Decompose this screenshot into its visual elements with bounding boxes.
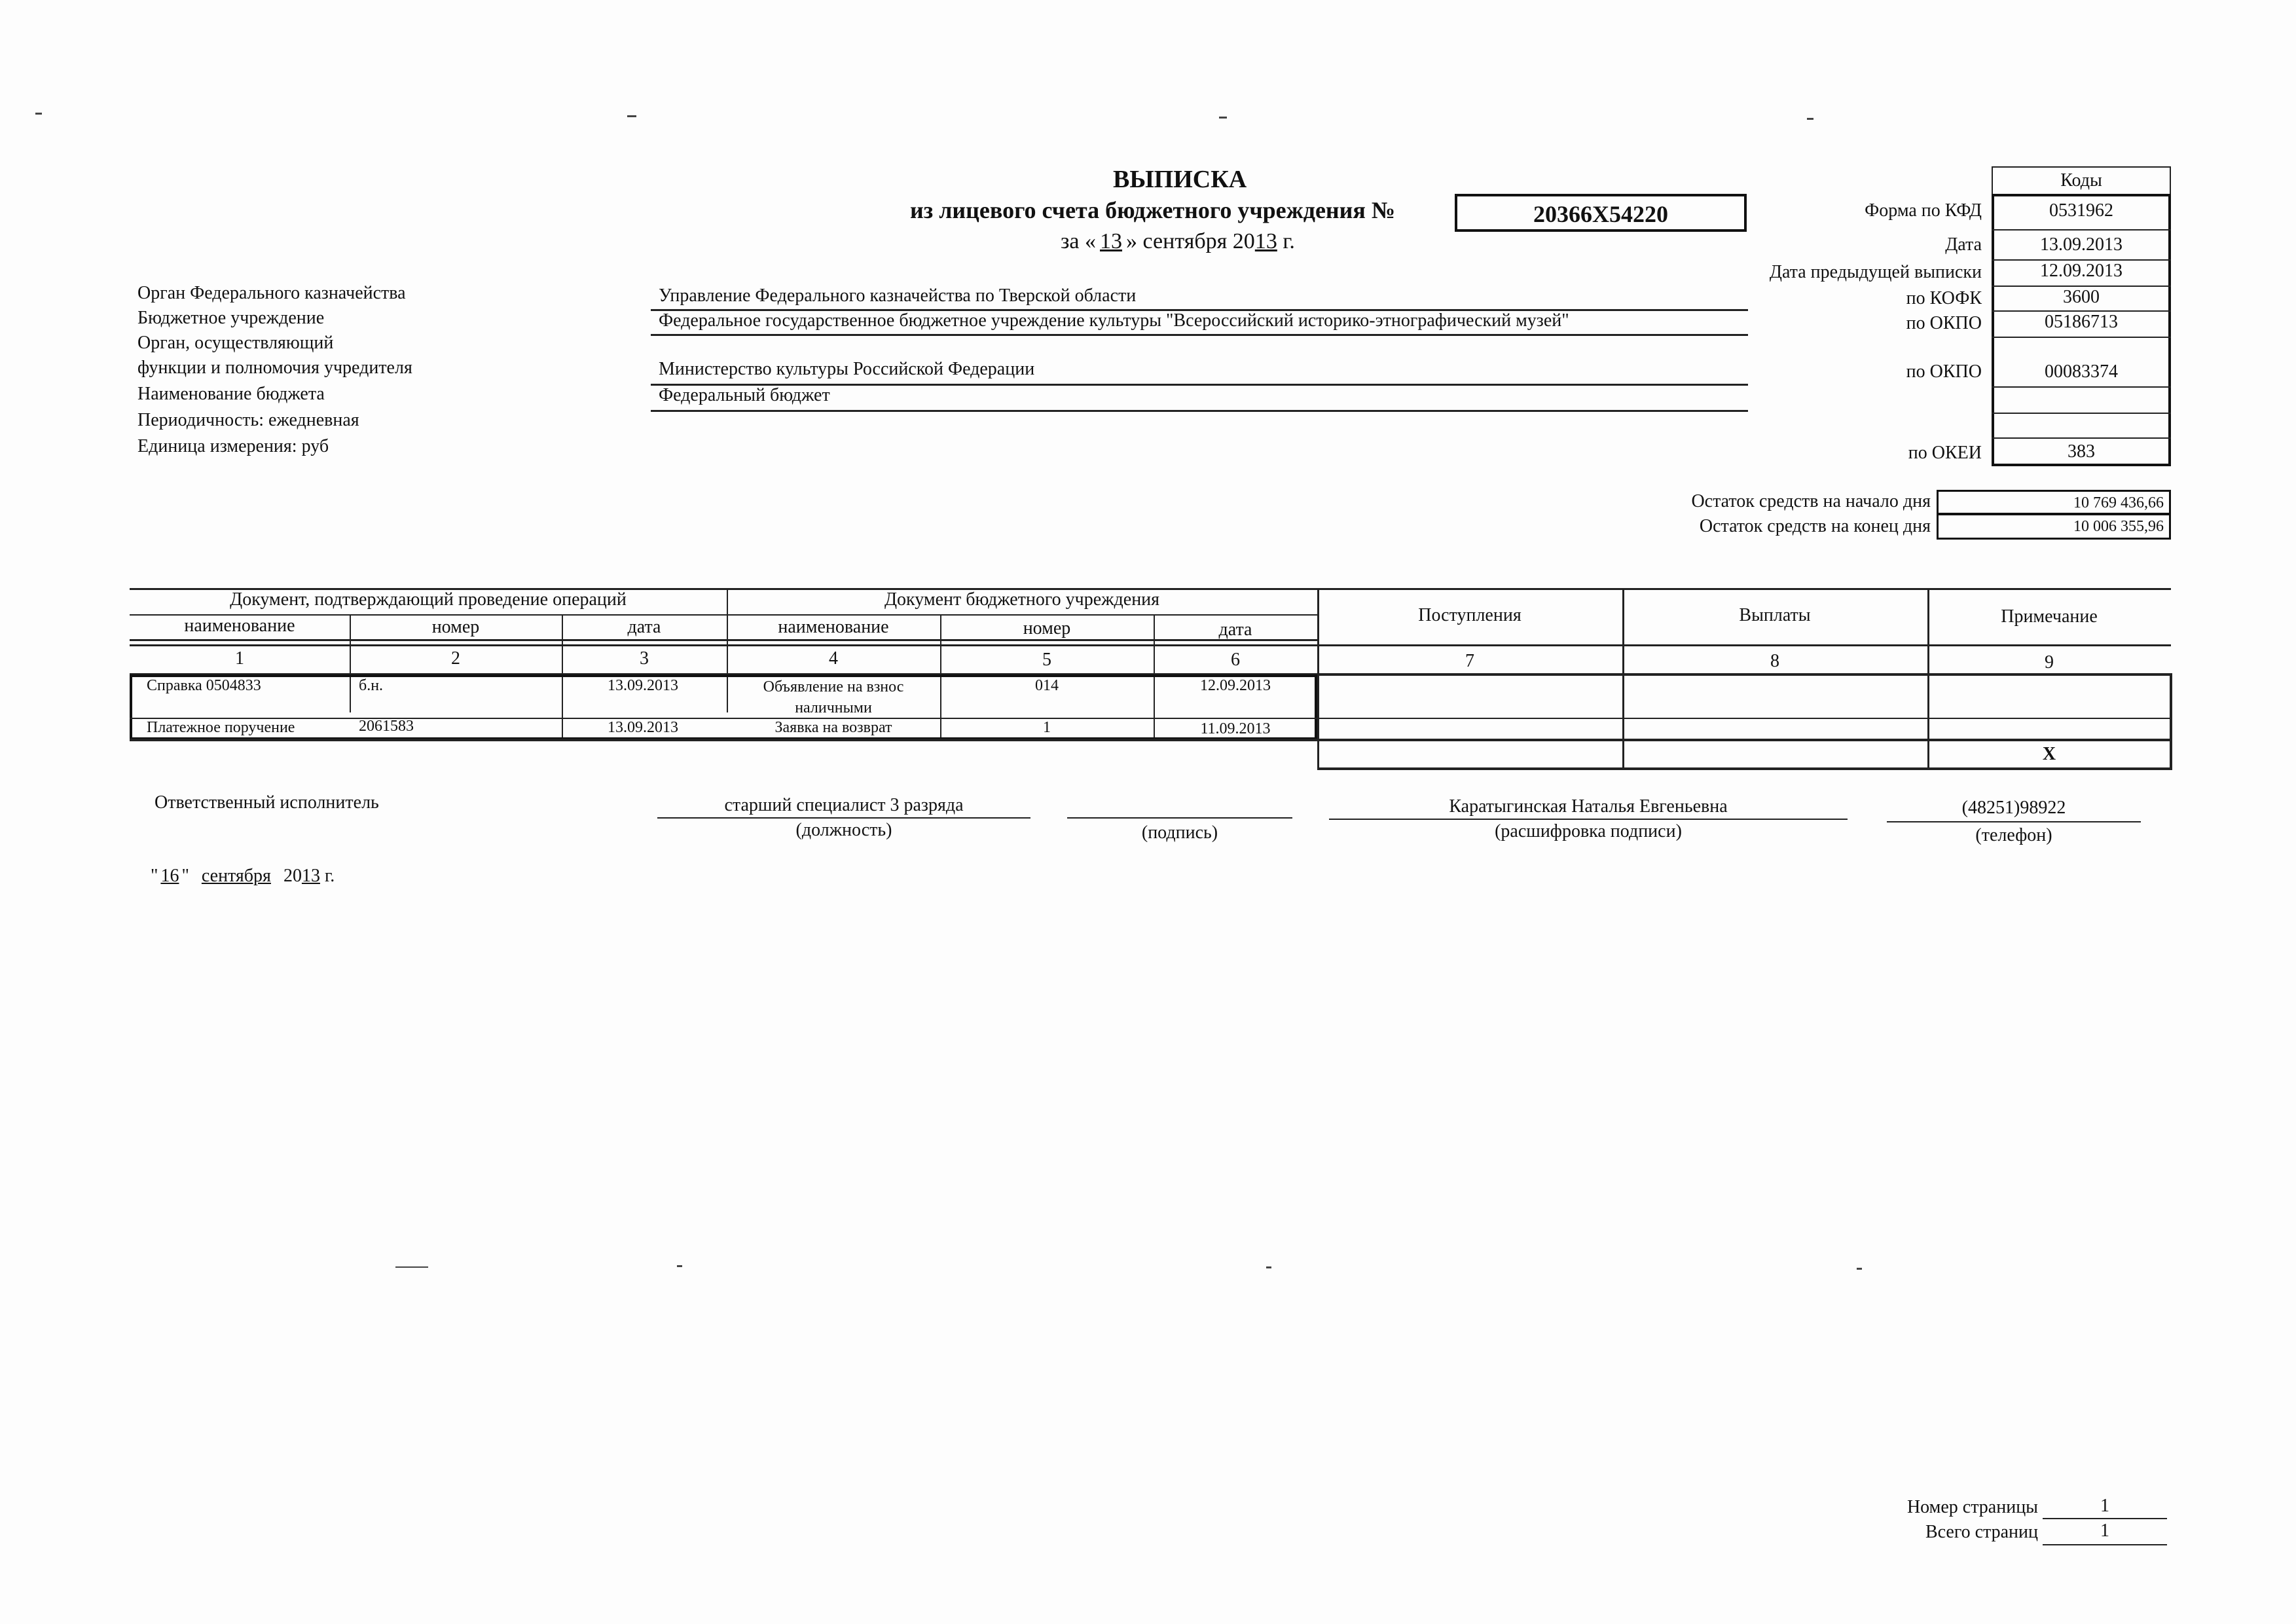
balance-start-box <box>1937 490 2171 515</box>
code-value-kofk: 3600 <box>2063 287 2100 307</box>
table-rule <box>130 644 2171 646</box>
code-divider <box>1992 337 2171 338</box>
code-label-okei: по ОКЕИ <box>1908 443 1982 463</box>
position-value: старший специалист 3 разряда <box>724 795 964 815</box>
code-value-okpo-1: 05186713 <box>2045 312 2118 332</box>
cell-inst-num: 014 <box>1035 677 1059 694</box>
code-value-form: 0531962 <box>2049 200 2113 221</box>
code-divider <box>1992 413 2171 414</box>
col-number: 5 <box>1042 650 1051 670</box>
info-value-budget: Федеральный бюджет <box>659 385 830 405</box>
col-number: 8 <box>1770 651 1779 671</box>
signed-date-suffix: г. <box>324 866 335 886</box>
info-underline <box>651 410 1748 412</box>
page-underline <box>2043 1544 2167 1545</box>
document-title: ВЫПИСКА <box>1113 166 1247 193</box>
cell-doc-num: б.н. <box>359 677 384 694</box>
codes-title: Коды <box>2060 170 2102 191</box>
signed-date <box>151 866 335 887</box>
phone-value: (48251)98922 <box>1961 798 2066 818</box>
col-header-inst-name: наименование <box>778 617 889 637</box>
cell-doc-date: 13.09.2013 <box>608 677 678 694</box>
code-divider <box>1992 437 2171 439</box>
info-label-treasury: Орган Федерального казначейства <box>137 283 406 303</box>
total-note: Х <box>2042 744 2056 764</box>
col-number: 2 <box>451 648 460 669</box>
signed-date-quote-close: " <box>181 866 189 886</box>
scan-speck <box>1266 1266 1271 1268</box>
phone-caption: (телефон) <box>1975 825 2052 845</box>
code-divider <box>1992 386 2171 388</box>
group-header-institution: Документ бюджетного учреждения <box>884 589 1160 610</box>
responsible-label: Ответственный исполнитель <box>155 792 379 813</box>
period-prefix: за « <box>1061 229 1097 253</box>
col-header-inst-date: дата <box>1218 619 1252 640</box>
code-divider <box>1992 229 2171 231</box>
col-header-income: Поступления <box>1418 605 1522 625</box>
signed-date-day: 16 <box>160 866 179 886</box>
info-label-unit: Единица измерения: руб <box>137 436 329 456</box>
col-header-payment: Выплаты <box>1739 605 1811 625</box>
scan-speck <box>395 1266 428 1268</box>
signature-underline <box>1329 819 1848 820</box>
period-day: 13 <box>1100 229 1123 253</box>
cell-inst-num: 1 <box>1043 719 1051 736</box>
table-row-divider <box>130 739 2171 741</box>
table-vrule <box>1317 588 1319 770</box>
name-value: Каратыгинская Наталья Евгеньевна <box>1449 796 1728 817</box>
cell-inst-name: Заявка на возврат <box>774 719 892 736</box>
period-mid: » сентября 20 <box>1126 229 1255 253</box>
cell-inst-name: Объявление на взнос <box>763 678 904 695</box>
signature-underline <box>1067 817 1292 819</box>
cell-doc-name: Справка 0504833 <box>147 677 261 694</box>
period-line <box>1061 229 1295 254</box>
signed-date-year: 13 <box>301 866 320 886</box>
col-header-note: Примечание <box>2001 606 2098 627</box>
account-number-box <box>1455 194 1747 232</box>
signed-date-month: сентября <box>201 866 271 886</box>
code-value-okpo-2: 00083374 <box>2045 361 2118 382</box>
total-pages-value: 1 <box>2100 1521 2109 1541</box>
col-header-inst-num: номер <box>1023 618 1071 638</box>
balance-start-label: Остаток средств на начало дня <box>1691 491 1931 511</box>
col-header-doc-name: наименование <box>184 616 295 636</box>
sign-caption: (подпись) <box>1141 822 1218 843</box>
cell-inst-date: 11.09.2013 <box>1200 720 1271 737</box>
period-year: 13 <box>1254 229 1277 253</box>
cell-doc-name: Платежное поручение <box>147 719 295 736</box>
page-underline <box>2043 1518 2167 1519</box>
codes-header <box>1992 166 2171 195</box>
balance-end-box <box>1937 513 2171 540</box>
code-label-okpo-2: по ОКПО <box>1906 361 1982 382</box>
balance-start-value: 10 769 436,66 <box>2073 494 2164 511</box>
col-number: 1 <box>235 648 244 669</box>
table-total-bottom <box>1317 767 2171 770</box>
document-subtitle: из лицевого счета бюджетного учреждения № <box>910 197 1396 223</box>
page-number-value: 1 <box>2100 1496 2109 1516</box>
code-label-prev-date: Дата предыдущей выписки <box>1769 262 1982 282</box>
info-label-founder-2: функции и полномочия учредителя <box>137 358 412 378</box>
signature-underline <box>657 817 1030 819</box>
info-value-institution: Федеральное государственное бюджетное учреждение культуры "Всероссийский историко-этнографический музей" <box>659 310 1569 331</box>
info-label-budget: Наименование бюджета <box>137 384 325 404</box>
col-header-doc-num: номер <box>431 617 480 637</box>
scan-speck <box>677 1265 682 1267</box>
cell-inst-date: 12.09.2013 <box>1200 677 1271 694</box>
signed-date-year-prefix: 20 <box>283 866 302 886</box>
code-label-kofk: по КОФК <box>1906 288 1982 308</box>
scan-speck <box>1807 118 1813 120</box>
position-caption: (должность) <box>795 820 892 840</box>
page-number-label: Номер страницы <box>1906 1497 2038 1517</box>
info-value-treasury: Управление Федерального казначейства по Тверской области <box>659 286 1137 306</box>
period-suffix: г. <box>1277 229 1295 253</box>
total-pages-label: Всего страниц <box>1925 1522 2038 1542</box>
balance-end-value: 10 006 355,96 <box>2073 518 2164 535</box>
group-header-operations: Документ, подтверждающий проведение операций <box>230 589 627 610</box>
scan-speck <box>627 115 636 117</box>
table-vrule <box>1622 588 1624 770</box>
info-label-periodicity: Периодичность: ежедневная <box>137 410 359 430</box>
scan-speck <box>35 113 42 115</box>
account-number: 20366Х54220 <box>1533 201 1668 227</box>
balance-end-label: Остаток средств на конец дня <box>1699 516 1931 536</box>
cell-inst-name-cont: наличными <box>795 699 872 716</box>
code-label-date: Дата <box>1945 234 1982 255</box>
scan-speck <box>1857 1268 1862 1270</box>
code-value-prev-date: 12.09.2013 <box>2040 261 2123 281</box>
col-number: 6 <box>1231 650 1240 670</box>
name-caption: (расшифровка подписи) <box>1495 821 1682 841</box>
col-number: 3 <box>640 648 649 669</box>
col-number: 4 <box>829 648 838 669</box>
info-value-founder: Министерство культуры Российской Федерации <box>659 359 1035 379</box>
col-header-doc-date: дата <box>627 617 661 637</box>
signature-underline <box>1887 821 2141 822</box>
col-number: 7 <box>1465 651 1474 671</box>
table-rule <box>130 639 1317 641</box>
table-vrule <box>1927 588 1929 770</box>
info-label-institution: Бюджетное учреждение <box>137 308 325 328</box>
code-value-date: 13.09.2013 <box>2040 234 2123 255</box>
info-label-founder-1: Орган, осуществляющий <box>137 333 334 353</box>
cell-doc-num: 2061583 <box>359 718 414 735</box>
scan-speck <box>1219 117 1227 119</box>
code-label-form: Форма по КФД <box>1865 200 1982 221</box>
info-underline <box>651 334 1748 336</box>
code-value-okei: 383 <box>2068 441 2095 462</box>
signed-date-quote-open: " <box>151 866 158 886</box>
code-label-okpo-1: по ОКПО <box>1906 313 1982 333</box>
col-number: 9 <box>2045 652 2054 673</box>
cell-doc-date: 13.09.2013 <box>608 719 678 736</box>
